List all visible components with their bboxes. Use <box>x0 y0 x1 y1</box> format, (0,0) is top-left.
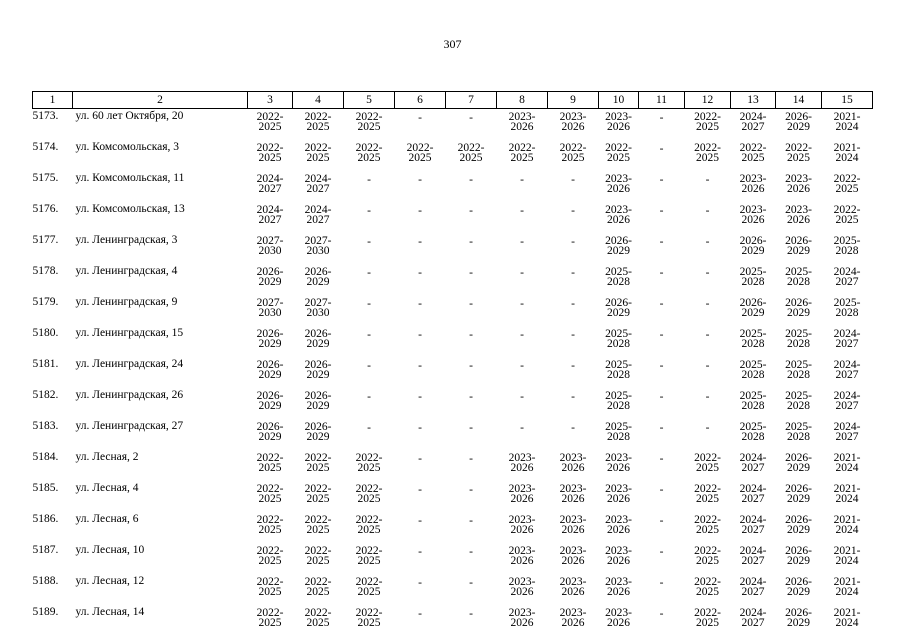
cell-col-4: 2027- 2030 <box>304 297 332 319</box>
cell-col-12: - <box>705 391 710 403</box>
cell-col-5: - <box>367 391 371 403</box>
cell-col-6: - <box>418 577 422 589</box>
cell-col-9: 2023- 2026 <box>559 514 587 536</box>
table-row <box>33 233 873 264</box>
cell-col-11: - <box>659 453 664 465</box>
cell-col-11: - <box>659 360 664 372</box>
cell-col-5: - <box>367 298 371 310</box>
cell-col-7: - <box>469 112 473 124</box>
cell-col-12: 2022- 2025 <box>694 111 721 133</box>
cell-col-4: 2022- 2025 <box>304 111 332 133</box>
cell-col-6: - <box>418 484 422 496</box>
table-row <box>33 326 873 357</box>
cell-col-15: 2021- 2024 <box>833 483 861 505</box>
cell-col-14: 2026- 2029 <box>785 607 812 629</box>
cell-col-7: - <box>469 360 473 372</box>
cell-col-10: 2026- 2029 <box>605 297 632 319</box>
cell-col-9: - <box>571 329 575 341</box>
column-header-15: 15 <box>822 92 873 109</box>
cell-col-3: 2026- 2029 <box>256 390 284 412</box>
cell-col-15: 2024- 2027 <box>833 390 861 412</box>
cell-col-3: 2022- 2025 <box>256 576 284 598</box>
schedule-table <box>32 91 873 636</box>
cell-col-9: 2023- 2026 <box>559 607 587 629</box>
cell-col-14: 2026- 2029 <box>785 483 812 505</box>
cell-col-15: 2021- 2024 <box>833 607 861 629</box>
cell-col-9: - <box>571 360 575 372</box>
cell-col-7: - <box>469 577 473 589</box>
cell-col-4: 2022- 2025 <box>304 514 332 536</box>
cell-col-11: - <box>659 143 664 155</box>
cell-col-5: 2022- 2025 <box>355 576 383 598</box>
table-row <box>33 357 873 388</box>
table-row <box>33 574 873 605</box>
cell-col-5: - <box>367 205 371 217</box>
cell-col-9: 2023- 2026 <box>559 483 587 505</box>
cell-col-5: 2022- 2025 <box>355 514 383 536</box>
cell-col-7: - <box>469 174 473 186</box>
cell-col-4: 2022- 2025 <box>304 483 332 505</box>
cell-col-11: - <box>659 422 664 434</box>
cell-col-12: 2022- 2025 <box>694 452 721 474</box>
cell-col-6: - <box>418 236 422 248</box>
cell-col-3: 2027- 2030 <box>256 297 284 319</box>
row-address: ул. Комсомольская, 3 <box>75 141 180 153</box>
row-number: 5174. <box>32 141 59 153</box>
column-header-14: 14 <box>776 92 822 109</box>
cell-col-6: - <box>418 422 422 434</box>
cell-col-7: - <box>469 608 473 620</box>
page-number: 307 <box>443 37 462 51</box>
cell-col-15: 2021- 2024 <box>833 142 861 164</box>
cell-col-14: 2025- 2028 <box>785 390 812 412</box>
row-address: ул. Ленинградская, 27 <box>75 420 184 432</box>
column-header-6: 6 <box>395 92 446 109</box>
cell-col-9: - <box>571 422 575 434</box>
cell-col-8: 2023- 2026 <box>508 576 536 598</box>
cell-col-12: 2022- 2025 <box>694 483 721 505</box>
cell-col-11: - <box>659 174 664 186</box>
row-address: ул. Комсомольская, 11 <box>75 172 185 184</box>
cell-col-9: 2022- 2025 <box>559 142 587 164</box>
cell-col-10: 2025- 2028 <box>605 421 632 443</box>
row-number: 5185. <box>32 482 59 494</box>
cell-col-15: 2024- 2027 <box>833 421 861 443</box>
row-address: ул. Ленинградская, 26 <box>75 389 184 401</box>
cell-col-10: 2023- 2026 <box>605 204 632 226</box>
cell-col-9: - <box>571 391 575 403</box>
cell-col-13: 2024- 2027 <box>739 514 767 536</box>
cell-col-14: 2025- 2028 <box>785 359 812 381</box>
cell-col-14: 2026- 2029 <box>785 111 812 133</box>
table-row <box>33 202 873 233</box>
cell-col-10: 2022- 2025 <box>605 142 632 164</box>
cell-col-4: 2026- 2029 <box>304 328 332 350</box>
cell-col-3: 2022- 2025 <box>256 452 284 474</box>
cell-col-3: 2027- 2030 <box>256 235 284 257</box>
cell-col-8: - <box>520 422 524 434</box>
cell-col-7: - <box>469 453 473 465</box>
cell-col-7: 2022- 2025 <box>457 142 485 164</box>
cell-col-11: - <box>659 205 664 217</box>
row-address: ул. Комсомольская, 13 <box>75 203 185 215</box>
cell-col-5: 2022- 2025 <box>355 545 383 567</box>
column-header-4: 4 <box>293 92 344 109</box>
column-header-9: 9 <box>548 92 599 109</box>
cell-col-14: 2026- 2029 <box>785 576 812 598</box>
table-row <box>33 388 873 419</box>
cell-col-9: - <box>571 236 575 248</box>
cell-col-15: 2024- 2027 <box>833 359 861 381</box>
table-row <box>33 140 873 171</box>
cell-col-9: 2023- 2026 <box>559 576 587 598</box>
cell-col-15: 2024- 2027 <box>833 328 861 350</box>
row-address: ул. Лесная, 10 <box>75 544 145 556</box>
cell-col-6: - <box>418 205 422 217</box>
cell-col-13: 2025- 2028 <box>739 390 767 412</box>
cell-col-12: - <box>705 236 710 248</box>
column-header-7: 7 <box>446 92 497 109</box>
table-row <box>33 264 873 295</box>
cell-col-14: 2022- 2025 <box>785 142 812 164</box>
cell-col-13: 2026- 2029 <box>739 297 767 319</box>
cell-col-10: 2023- 2026 <box>605 576 632 598</box>
cell-col-8: - <box>520 267 524 279</box>
cell-col-14: 2026- 2029 <box>785 545 812 567</box>
cell-col-4: 2022- 2025 <box>304 545 332 567</box>
cell-col-9: - <box>571 267 575 279</box>
cell-col-8: 2023- 2026 <box>508 514 536 536</box>
cell-col-4: 2022- 2025 <box>304 142 332 164</box>
cell-col-15: 2022- 2025 <box>833 173 861 195</box>
cell-col-8: - <box>520 174 524 186</box>
row-number: 5181. <box>32 358 59 370</box>
cell-col-3: 2022- 2025 <box>256 514 284 536</box>
row-address: ул. Лесная, 14 <box>75 606 145 618</box>
cell-col-8: - <box>520 205 524 217</box>
table-body <box>33 109 873 637</box>
cell-col-3: 2022- 2025 <box>256 111 284 133</box>
cell-col-5: - <box>367 329 371 341</box>
cell-col-11: - <box>659 546 664 558</box>
cell-col-5: - <box>367 174 371 186</box>
cell-col-12: - <box>705 267 710 279</box>
cell-col-8: - <box>520 298 524 310</box>
cell-col-7: - <box>469 546 473 558</box>
cell-col-13: 2025- 2028 <box>739 266 767 288</box>
row-number: 5179. <box>32 296 59 308</box>
cell-col-10: 2025- 2028 <box>605 359 632 381</box>
row-address: ул. Лесная, 12 <box>75 575 145 587</box>
cell-col-13: 2025- 2028 <box>739 421 767 443</box>
cell-col-6: - <box>418 329 422 341</box>
table-row <box>33 109 873 141</box>
cell-col-15: 2021- 2024 <box>833 452 861 474</box>
column-header-10: 10 <box>599 92 639 109</box>
cell-col-8: - <box>520 360 524 372</box>
cell-col-10: 2023- 2026 <box>605 514 632 536</box>
cell-col-11: - <box>659 267 664 279</box>
table-row <box>33 295 873 326</box>
row-address: ул. Лесная, 4 <box>75 482 139 494</box>
cell-col-14: 2026- 2029 <box>785 297 812 319</box>
cell-col-10: 2026- 2029 <box>605 235 632 257</box>
cell-col-3: 2026- 2029 <box>256 328 284 350</box>
cell-col-11: - <box>659 298 664 310</box>
cell-col-7: - <box>469 267 473 279</box>
row-address: ул. Лесная, 2 <box>75 451 139 463</box>
cell-col-15: 2021- 2024 <box>833 111 861 133</box>
cell-col-13: 2023- 2026 <box>739 173 767 195</box>
cell-col-4: 2022- 2025 <box>304 452 332 474</box>
cell-col-7: - <box>469 298 473 310</box>
cell-col-15: 2025- 2028 <box>833 235 861 257</box>
cell-col-11: - <box>659 515 664 527</box>
cell-col-10: 2023- 2026 <box>605 452 632 474</box>
cell-col-4: 2026- 2029 <box>304 421 332 443</box>
cell-col-4: 2024- 2027 <box>304 173 332 195</box>
cell-col-4: 2026- 2029 <box>304 390 332 412</box>
cell-col-8: - <box>520 236 524 248</box>
column-header-5: 5 <box>344 92 395 109</box>
cell-col-10: 2025- 2028 <box>605 266 632 288</box>
cell-col-8: 2023- 2026 <box>508 607 536 629</box>
cell-col-15: 2024- 2027 <box>833 266 861 288</box>
cell-col-9: 2023- 2026 <box>559 111 587 133</box>
cell-col-6: - <box>418 608 422 620</box>
row-address: ул. 60 лет Октября, 20 <box>75 110 184 122</box>
cell-col-14: 2026- 2029 <box>785 235 812 257</box>
cell-col-7: - <box>469 422 473 434</box>
row-number: 5182. <box>32 389 59 401</box>
cell-col-15: 2021- 2024 <box>833 514 861 536</box>
table-row <box>33 512 873 543</box>
cell-col-12: - <box>705 360 710 372</box>
cell-col-13: 2024- 2027 <box>739 452 767 474</box>
cell-col-12: 2022- 2025 <box>694 142 721 164</box>
cell-col-13: 2024- 2027 <box>739 111 767 133</box>
row-number: 5180. <box>32 327 59 339</box>
cell-col-14: 2025- 2028 <box>785 328 812 350</box>
cell-col-14: 2025- 2028 <box>785 266 812 288</box>
table-header <box>33 92 873 109</box>
cell-col-14: 2023- 2026 <box>785 173 812 195</box>
cell-col-4: 2022- 2025 <box>304 607 332 629</box>
row-number: 5177. <box>32 234 59 246</box>
cell-col-10: 2025- 2028 <box>605 328 632 350</box>
table-row <box>33 605 873 636</box>
cell-col-14: 2025- 2028 <box>785 421 812 443</box>
row-number: 5188. <box>32 575 59 587</box>
column-header-11: 11 <box>639 92 685 109</box>
row-address: ул. Ленинградская, 15 <box>75 327 184 339</box>
cell-col-8: 2023- 2026 <box>508 545 536 567</box>
row-address: ул. Ленинградская, 4 <box>75 265 178 277</box>
cell-col-5: - <box>367 422 371 434</box>
cell-col-12: - <box>705 174 710 186</box>
cell-col-11: - <box>659 236 664 248</box>
cell-col-6: - <box>418 174 422 186</box>
cell-col-13: 2025- 2028 <box>739 359 767 381</box>
cell-col-15: 2021- 2024 <box>833 545 861 567</box>
row-address: ул. Ленинградская, 3 <box>75 234 178 246</box>
row-number: 5173. <box>32 110 59 122</box>
cell-col-6: - <box>418 112 422 124</box>
cell-col-6: 2022- 2025 <box>406 142 434 164</box>
table-row <box>33 450 873 481</box>
cell-col-13: 2024- 2027 <box>739 607 767 629</box>
cell-col-15: 2025- 2028 <box>833 297 861 319</box>
cell-col-14: 2026- 2029 <box>785 514 812 536</box>
table-row <box>33 419 873 450</box>
cell-col-6: - <box>418 267 422 279</box>
cell-col-7: - <box>469 329 473 341</box>
cell-col-3: 2022- 2025 <box>256 483 284 505</box>
cell-col-9: 2023- 2026 <box>559 545 587 567</box>
cell-col-8: 2022- 2025 <box>508 142 536 164</box>
cell-col-5: 2022- 2025 <box>355 142 383 164</box>
cell-col-14: 2026- 2029 <box>785 452 812 474</box>
cell-col-6: - <box>418 546 422 558</box>
cell-col-11: - <box>659 484 664 496</box>
cell-col-4: 2024- 2027 <box>304 204 332 226</box>
cell-col-6: - <box>418 298 422 310</box>
cell-col-3: 2026- 2029 <box>256 421 284 443</box>
cell-col-13: 2022- 2025 <box>739 142 767 164</box>
cell-col-8: 2023- 2026 <box>508 452 536 474</box>
cell-col-6: - <box>418 515 422 527</box>
cell-col-12: - <box>705 422 710 434</box>
cell-col-10: 2023- 2026 <box>605 545 632 567</box>
cell-col-9: - <box>571 205 575 217</box>
cell-col-7: - <box>469 391 473 403</box>
cell-col-13: 2024- 2027 <box>739 576 767 598</box>
cell-col-4: 2026- 2029 <box>304 266 332 288</box>
cell-col-6: - <box>418 453 422 465</box>
row-number: 5189. <box>32 606 59 618</box>
row-number: 5184. <box>32 451 59 463</box>
column-header-8: 8 <box>497 92 548 109</box>
row-number: 5187. <box>32 544 59 556</box>
cell-col-9: - <box>571 298 575 310</box>
cell-col-5: - <box>367 236 371 248</box>
column-header-13: 13 <box>731 92 776 109</box>
cell-col-12: 2022- 2025 <box>694 514 721 536</box>
cell-col-4: 2027- 2030 <box>304 235 332 257</box>
cell-col-13: 2025- 2028 <box>739 328 767 350</box>
cell-col-15: 2022- 2025 <box>833 204 861 226</box>
table-row <box>33 543 873 574</box>
cell-col-13: 2024- 2027 <box>739 545 767 567</box>
cell-col-7: - <box>469 515 473 527</box>
cell-col-10: 2023- 2026 <box>605 111 632 133</box>
cell-col-3: 2024- 2027 <box>256 204 284 226</box>
cell-col-9: 2023- 2026 <box>559 452 587 474</box>
row-address: ул. Ленинградская, 24 <box>75 358 184 370</box>
cell-col-3: 2022- 2025 <box>256 545 284 567</box>
table-row <box>33 481 873 512</box>
cell-col-11: - <box>659 329 664 341</box>
cell-col-9: - <box>571 174 575 186</box>
cell-col-5: 2022- 2025 <box>355 483 383 505</box>
cell-col-13: 2026- 2029 <box>739 235 767 257</box>
row-number: 5186. <box>32 513 59 525</box>
row-number: 5178. <box>32 265 59 277</box>
cell-col-5: - <box>367 360 371 372</box>
cell-col-6: - <box>418 391 422 403</box>
cell-col-10: 2023- 2026 <box>605 483 632 505</box>
cell-col-3: 2026- 2029 <box>256 359 284 381</box>
cell-col-12: - <box>705 205 710 217</box>
column-header-1: 1 <box>33 92 73 109</box>
cell-col-12: - <box>705 329 710 341</box>
row-number: 5183. <box>32 420 59 432</box>
row-address: ул. Ленинградская, 9 <box>75 296 178 308</box>
cell-col-12: 2022- 2025 <box>694 545 721 567</box>
cell-col-10: 2025- 2028 <box>605 390 632 412</box>
cell-col-11: - <box>659 391 664 403</box>
cell-col-8: - <box>520 391 524 403</box>
cell-col-11: - <box>659 577 664 589</box>
cell-col-10: 2023- 2026 <box>605 173 632 195</box>
table-row <box>33 171 873 202</box>
cell-col-3: 2022- 2025 <box>256 607 284 629</box>
row-number: 5175. <box>32 172 59 184</box>
cell-col-15: 2021- 2024 <box>833 576 861 598</box>
cell-col-12: - <box>705 298 710 310</box>
cell-col-7: - <box>469 484 473 496</box>
row-address: ул. Лесная, 6 <box>75 513 139 525</box>
cell-col-5: 2022- 2025 <box>355 111 383 133</box>
cell-col-8: - <box>520 329 524 341</box>
cell-col-6: - <box>418 360 422 372</box>
cell-col-13: 2023- 2026 <box>739 204 767 226</box>
cell-col-7: - <box>469 236 473 248</box>
cell-col-7: - <box>469 205 473 217</box>
cell-col-11: - <box>659 112 664 124</box>
column-header-3: 3 <box>248 92 293 109</box>
cell-col-3: 2022- 2025 <box>256 142 284 164</box>
cell-col-5: - <box>367 267 371 279</box>
cell-col-14: 2023- 2026 <box>785 204 812 226</box>
cell-col-3: 2026- 2029 <box>256 266 284 288</box>
cell-col-12: 2022- 2025 <box>694 607 721 629</box>
cell-col-10: 2023- 2026 <box>605 607 632 629</box>
row-number: 5176. <box>32 203 59 215</box>
cell-col-8: 2023- 2026 <box>508 111 536 133</box>
header-row <box>33 92 873 109</box>
cell-col-11: - <box>659 608 664 620</box>
cell-col-3: 2024- 2027 <box>256 173 284 195</box>
cell-col-12: 2022- 2025 <box>694 576 721 598</box>
cell-col-13: 2024- 2027 <box>739 483 767 505</box>
cell-col-4: 2022- 2025 <box>304 576 332 598</box>
column-header-12: 12 <box>685 92 731 109</box>
cell-col-4: 2026- 2029 <box>304 359 332 381</box>
cell-col-5: 2022- 2025 <box>355 452 383 474</box>
cell-col-8: 2023- 2026 <box>508 483 536 505</box>
cell-col-5: 2022- 2025 <box>355 607 383 629</box>
column-header-2: 2 <box>73 92 248 109</box>
